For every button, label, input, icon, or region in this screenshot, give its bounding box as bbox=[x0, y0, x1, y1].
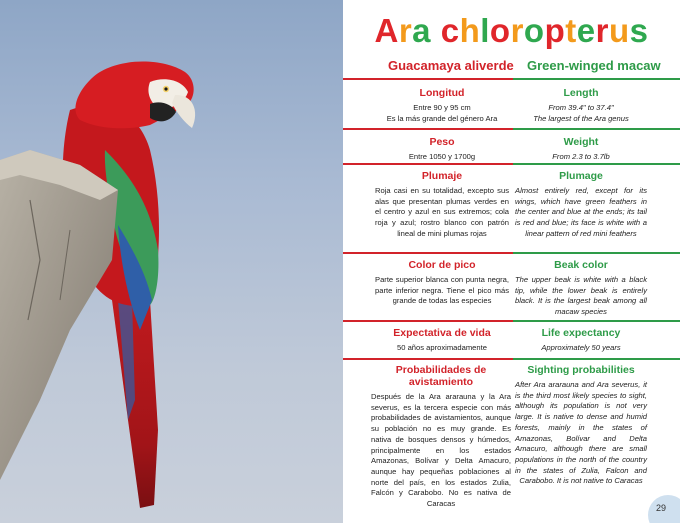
section-body-es: 50 años aproximadamente bbox=[397, 343, 487, 352]
section-body-es: Roja casi en su totalidad, excepto sus alas que presentan plumas verdes en el centro y azul en sus extremos; cola roja y azul; rostro blanco con patrón lineal de mini plumas rojas bbox=[375, 186, 509, 238]
title-letter: r bbox=[398, 12, 413, 49]
section-heading-en: Sighting probabilities bbox=[527, 364, 635, 376]
section-heading-en: Plumage bbox=[559, 170, 603, 182]
title-letter: r bbox=[595, 12, 609, 49]
section-body-en: Almost entirely red, except for its wings, which have green feathers in the center and blue at the ends; its tail is red and blue; its face is white with a linear pattern of red mini feathers bbox=[515, 186, 647, 238]
section-heading-en: Beak color bbox=[554, 259, 608, 271]
page-number: 29 bbox=[656, 503, 667, 513]
section-body-en: After Ara ararauna and Ara severus, it is the third most likely species to sight, although its population is not very large. It is native to dense and humid forests, mainly in the states of Amazonas, Bolívar and Delta Amacuro, although there are small populations in the north of the country in the states of Zulia, Falcon and Carabobo. It is not native to Caracas bbox=[515, 380, 647, 486]
title-letter: o bbox=[523, 12, 545, 49]
title-letter: h bbox=[459, 12, 481, 49]
section-heading-es: Peso bbox=[429, 136, 455, 148]
title-letter: o bbox=[489, 12, 511, 49]
common-name-es: Guacamaya aliverde bbox=[388, 58, 514, 73]
section-body-en: From 2.3 to 3.7lb bbox=[552, 152, 610, 161]
separator bbox=[343, 358, 680, 360]
section-heading-es: Expectativa de vida bbox=[393, 327, 491, 339]
common-name-en: Green-winged macaw bbox=[527, 58, 661, 73]
title-letter: c bbox=[440, 12, 460, 49]
separator bbox=[343, 252, 680, 254]
section-heading-en: Weight bbox=[563, 136, 599, 148]
section-heading-en: Length bbox=[563, 87, 599, 99]
title-letter: A bbox=[374, 12, 399, 49]
section-heading-es: Color de pico bbox=[408, 259, 476, 271]
title-letter: u bbox=[608, 12, 630, 49]
section-body-es: Entre 90 y 95 cm Es la más grande del género Ara bbox=[386, 103, 498, 123]
section-body-en: Approximately 50 years bbox=[541, 343, 621, 352]
separator bbox=[343, 163, 680, 165]
section-body-es: Parte superior blanca con punta negra, parte inferior negra. Tiene el pico más grande de todas las especies bbox=[375, 275, 509, 306]
section-body-es: Después de la Ara ararauna y la Ara severus, es la tercera especie con más probabilidades de avistamientos, aunque su población no es muy grande. Es nativa de bosques densos y húmedos, principalmente en los estados Amazonas, Bolívar y Delta Amacuro, aunque hay pequeñas poblaciones al norte del país, en los estados Zulia, Falcón y Carabobo. No es nativa de Caracas bbox=[371, 392, 511, 509]
separator bbox=[343, 128, 680, 130]
title-letter: p bbox=[544, 12, 566, 49]
separator bbox=[343, 78, 680, 80]
title-letter: e bbox=[576, 12, 596, 49]
separator bbox=[343, 320, 680, 322]
title-letter bbox=[431, 12, 441, 50]
section-body-en: The upper beak is white with a black tip, while the lower beak is entirely black. It is the largest beak among all macaw species bbox=[515, 275, 647, 317]
section-heading-es: Probabilidades de avistamiento bbox=[395, 364, 487, 388]
section-body-es: Entre 1050 y 1700g bbox=[408, 152, 476, 161]
title-letter: t bbox=[565, 12, 577, 49]
title-letter: a bbox=[412, 12, 432, 49]
title-letter: r bbox=[510, 12, 524, 49]
title-letter: s bbox=[629, 12, 649, 49]
title-letter: l bbox=[480, 12, 490, 49]
section-heading-es: Longitud bbox=[419, 87, 465, 99]
section-body-en: From 39.4" to 37.4" The largest of the Ara genus bbox=[533, 103, 629, 123]
section-heading-en: Life expectancy bbox=[541, 327, 621, 339]
section-heading-es: Plumaje bbox=[421, 170, 463, 182]
page-title bbox=[343, 12, 680, 50]
text-page bbox=[343, 0, 680, 523]
